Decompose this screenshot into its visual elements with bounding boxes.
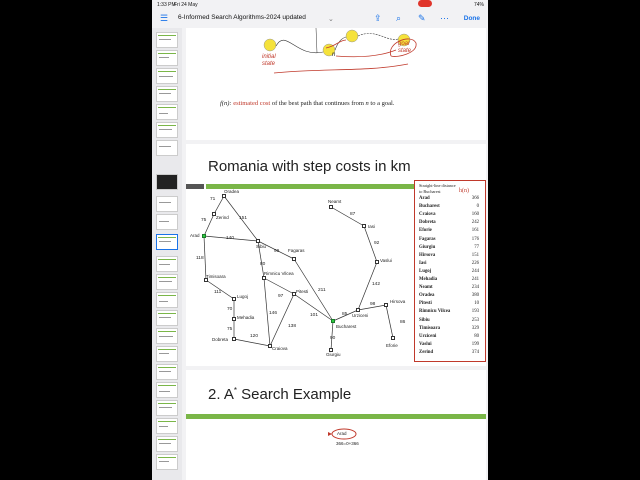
table-row — [419, 245, 479, 253]
city-label: Mehadia — [237, 315, 255, 320]
initial-annotation: initial — [262, 54, 276, 60]
table-distance: 10 — [474, 301, 479, 307]
page-thumbnail[interactable] — [156, 382, 178, 398]
table-city: Lugoj — [419, 268, 432, 274]
document-title[interactable]: 6-Informed Search Algorithms-2024 updated — [178, 14, 306, 21]
slide-astar-example — [186, 370, 486, 480]
city-label: Iasi — [368, 224, 376, 229]
step-cost: 111 — [214, 290, 222, 295]
table-city: Craiova — [419, 212, 436, 218]
page-thumbnails-sidebar — [152, 28, 182, 480]
table-distance: 0 — [476, 204, 479, 210]
page-thumbnail[interactable] — [156, 274, 178, 290]
page-thumbnail[interactable] — [156, 364, 178, 380]
step-cost: 75 — [201, 218, 207, 223]
city-node-start — [202, 234, 206, 238]
table-city: Urziceni — [419, 333, 437, 339]
page-thumbnail-current[interactable] — [156, 234, 178, 250]
step-cost: 151 — [239, 216, 248, 221]
step-cost: 71 — [210, 197, 216, 202]
search-illustration — [186, 28, 486, 140]
table-header: Straight-line distance — [419, 183, 456, 188]
table-distance: 160 — [471, 212, 479, 218]
table-distance: 366 — [471, 196, 479, 201]
city-node — [232, 297, 236, 301]
city-label: Timisoara — [206, 274, 226, 279]
step-cost: 140 — [226, 236, 235, 241]
table-distance: 77 — [474, 244, 479, 250]
table-city: Giurgiu — [419, 244, 436, 250]
table-city: Timisoara — [419, 325, 440, 331]
city-label: Rimnicu Vilcea — [264, 271, 294, 276]
slide-romania-map — [186, 144, 486, 366]
page-thumbnail[interactable] — [156, 400, 178, 416]
astar-node-value: 366=0+366 — [336, 441, 359, 446]
city-label: Hirsova — [390, 299, 406, 304]
table-distance: 380 — [471, 293, 479, 299]
step-cost: 80 — [260, 262, 266, 267]
step-cost: 85 — [342, 312, 348, 317]
step-cost: 211 — [318, 288, 326, 293]
battery-level: 74% — [473, 2, 484, 8]
step-cost: 98 — [370, 302, 376, 307]
slide-best-path — [186, 28, 486, 140]
goal-state-annotation: state — [398, 48, 412, 54]
table-distance: 244 — [471, 268, 479, 274]
city-label: Eforie — [386, 343, 398, 348]
slide-title: 2. A* Search Example — [208, 386, 352, 403]
step-cost: 146 — [269, 311, 278, 316]
table-city: Sibiu — [419, 317, 430, 323]
page-thumbnail[interactable] — [156, 174, 178, 190]
step-cost: 86 — [400, 320, 406, 325]
search-icon[interactable]: ⌕ — [396, 13, 402, 23]
step-cost: 101 — [310, 313, 319, 318]
city-node — [232, 337, 236, 341]
page-thumbnail[interactable] — [156, 32, 178, 48]
table-distance: 241 — [471, 277, 479, 282]
more-icon[interactable]: ⋯ — [440, 13, 449, 23]
step-cost: 99 — [274, 249, 280, 254]
city-node — [256, 239, 260, 243]
page-thumbnail[interactable] — [156, 346, 178, 362]
table-distance: 199 — [471, 341, 479, 347]
table-city: Bucharest — [419, 204, 440, 210]
goal-annotation: goal — [398, 41, 410, 47]
table-city: Arad — [419, 196, 430, 201]
table-row — [419, 269, 479, 277]
table-distance: 329 — [471, 325, 479, 331]
share-icon[interactable]: ⇪ — [374, 13, 382, 23]
table-city: Rimnicu Vilcea — [419, 309, 451, 315]
page-thumbnail[interactable] — [156, 140, 178, 156]
page-thumbnail[interactable] — [156, 292, 178, 308]
city-node — [262, 276, 266, 280]
table-city: Fagaras — [419, 236, 436, 242]
city-node — [356, 308, 360, 312]
status-time: 1:33 PM — [157, 2, 176, 8]
table-row — [419, 285, 479, 293]
page-thumbnail[interactable] — [156, 50, 178, 66]
table-distance: 234 — [471, 285, 479, 291]
table-row — [419, 326, 479, 334]
step-cost: 118 — [196, 256, 204, 261]
city-label: Pitesti — [296, 289, 309, 294]
table-row — [419, 350, 479, 358]
table-distance: 253 — [471, 317, 479, 323]
page-thumbnail[interactable] — [156, 104, 178, 120]
ipad-screen — [152, 0, 488, 480]
thumbnail-list-icon[interactable]: ☰ — [160, 13, 169, 23]
screen-record-icon — [418, 0, 432, 7]
step-cost: 92 — [374, 241, 380, 246]
state-annotation: state — [262, 61, 276, 67]
table-city: Mehadia — [419, 277, 438, 282]
table-distance: 80 — [474, 333, 479, 339]
page-thumbnail[interactable] — [156, 196, 178, 212]
table-distance: 161 — [471, 228, 479, 234]
table-city: Pitesti — [419, 301, 432, 307]
table-row — [419, 334, 479, 342]
step-cost: 90 — [330, 336, 336, 341]
table-row — [419, 253, 479, 261]
city-node-goal — [331, 319, 335, 323]
table-distance: 176 — [471, 236, 479, 242]
slide-title: Romania with step costs in km — [208, 158, 411, 175]
page-thumbnail[interactable] — [156, 256, 178, 272]
city-node — [232, 317, 236, 321]
table-city: Vaslui — [419, 341, 432, 347]
table-distance: 226 — [471, 260, 479, 266]
chevron-down-icon[interactable]: ⌄ — [328, 16, 334, 23]
city-label: Giurgiu — [326, 352, 341, 357]
table-distance: 242 — [471, 220, 479, 226]
table-row — [419, 301, 479, 309]
page-thumbnail[interactable] — [156, 454, 178, 470]
table-city: Eforie — [419, 228, 432, 234]
table-city: Neamt — [419, 285, 433, 291]
city-label: Lugoj — [237, 294, 249, 299]
page-thumbnail[interactable] — [156, 122, 178, 138]
table-row — [419, 237, 479, 245]
city-node — [222, 194, 226, 198]
page-thumbnail[interactable] — [156, 310, 178, 326]
city-label: Dobreta — [212, 337, 229, 342]
step-cost: 142 — [372, 282, 381, 287]
page-thumbnail[interactable] — [156, 328, 178, 344]
step-cost: 87 — [350, 212, 356, 217]
status-bar — [152, 0, 488, 10]
table-row — [419, 309, 479, 317]
table-row — [419, 204, 479, 212]
table-distance: 374 — [471, 349, 479, 355]
step-cost: 120 — [250, 334, 259, 339]
step-cost: 138 — [288, 324, 297, 329]
astar-tree — [186, 370, 486, 480]
toolbar — [152, 10, 488, 28]
hn-annotation: h(n) — [459, 188, 469, 194]
n-annotation: n — [332, 52, 336, 58]
done-button[interactable]: Done — [463, 15, 480, 22]
city-label: Arad — [190, 233, 200, 238]
step-cost: 97 — [278, 294, 284, 299]
table-row — [419, 261, 479, 269]
city-label: Zerind — [216, 215, 229, 220]
city-label: Craiova — [272, 346, 288, 351]
intermediate-node — [346, 30, 358, 42]
status-date: Fri 24 May — [174, 2, 198, 8]
table-city: Iasi — [419, 260, 427, 266]
table-row — [419, 220, 479, 228]
table-distance: 193 — [471, 309, 479, 315]
astar-node-label: Arad — [337, 431, 347, 436]
document-view[interactable] — [186, 28, 486, 480]
straight-line-distance-table — [414, 180, 486, 362]
table-row — [419, 318, 479, 326]
city-label: Urziceni — [352, 313, 369, 318]
city-label: Neamt — [328, 199, 342, 204]
table-city: Oradea — [419, 293, 435, 299]
table-row — [419, 212, 479, 220]
page-thumbnail[interactable] — [156, 86, 178, 102]
table-row — [419, 196, 479, 204]
page-thumbnail[interactable] — [156, 214, 178, 230]
table-city: Hirsova — [419, 252, 436, 258]
step-cost: 75 — [227, 327, 233, 332]
table-row — [419, 277, 479, 285]
initial-node — [264, 39, 276, 51]
page-thumbnail[interactable] — [156, 418, 178, 434]
table-row — [419, 228, 479, 236]
city-node — [292, 257, 296, 261]
city-label: Vaslui — [380, 258, 392, 263]
romania-road-map — [186, 144, 416, 366]
table-row — [419, 342, 479, 350]
step-cost: 70 — [227, 307, 233, 312]
table-distance: 151 — [471, 252, 479, 258]
table-row — [419, 293, 479, 301]
city-node — [384, 303, 388, 307]
city-label: Bucharest — [336, 324, 357, 329]
page-thumbnail[interactable] — [156, 68, 178, 84]
markup-icon[interactable]: ✎ — [418, 13, 426, 23]
city-node — [362, 224, 366, 228]
formula-text: f(n): estimated cost of the best path that continues from n to a goal. — [220, 100, 395, 107]
city-node — [329, 205, 333, 209]
city-node — [375, 260, 379, 264]
table-header: to Bucharest — [419, 189, 441, 194]
city-label: Oradea — [224, 189, 240, 194]
city-node — [391, 336, 395, 340]
city-label: Sibiu — [256, 244, 267, 249]
table-city: Dobreta — [419, 220, 436, 226]
city-label: Fagaras — [288, 248, 305, 253]
page-thumbnail[interactable] — [156, 436, 178, 452]
table-city: Zerind — [419, 349, 434, 355]
